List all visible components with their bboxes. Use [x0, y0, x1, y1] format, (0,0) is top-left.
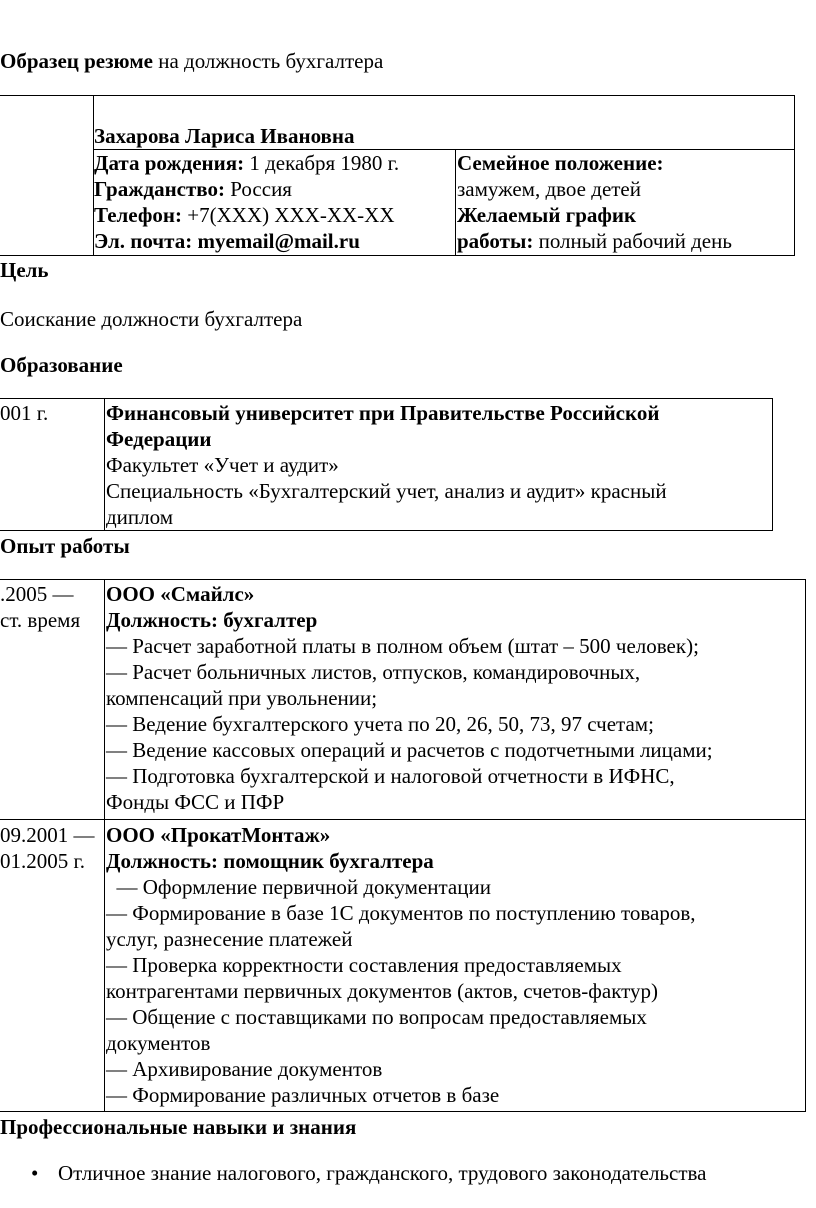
- family-value: замужем, двое детей: [457, 177, 641, 201]
- job-2-period: [0, 822, 95, 874]
- schedule-label-line-2: работы:: [457, 229, 534, 253]
- job-2-position: Должность: помощник бухгалтера: [106, 849, 434, 873]
- family-label: Семейное положение:: [457, 151, 664, 175]
- goal-text: Соискание должности бухгалтера: [0, 307, 303, 331]
- job-1-details: [106, 581, 713, 815]
- job-duty-line: компенсаций при увольнении;: [106, 686, 378, 710]
- job-1-period: [0, 581, 80, 633]
- document-title-rest: на должность бухгалтера: [152, 49, 384, 73]
- job-duty-line: — Общение с поставщиками по вопросам предоставляемых: [106, 1005, 647, 1029]
- job-duty-line: — Расчет заработной платы в полном объем (штат – 500 человек);: [106, 634, 699, 658]
- experience-heading: Опыт работы: [0, 534, 130, 558]
- birth-label: Дата рождения:: [94, 151, 245, 175]
- job-duty-line: — Архивирование документов: [106, 1057, 383, 1081]
- job-2-period-start: 09.2001 —: [0, 823, 95, 847]
- education-heading: Образование: [0, 353, 123, 377]
- bullet-icon: •: [31, 1161, 39, 1185]
- phone-value: +7(XXX) XXX-XX-XX: [182, 203, 395, 227]
- education-line: Федерации: [106, 427, 212, 451]
- job-2-company: ООО «ПрокатМонтаж»: [106, 823, 331, 847]
- job-duty-line: — Ведение бухгалтерского учета по 20, 26, 50, 73, 97 счетам;: [106, 712, 654, 736]
- personal-info-cell: [94, 150, 399, 254]
- education-line: Финансовый университет при Правительстве Российской: [106, 401, 660, 425]
- job-1-position: Должность: бухгалтер: [106, 608, 318, 632]
- job-duty-line: услуг, разнесение платежей: [106, 927, 353, 951]
- education-details: [106, 400, 667, 530]
- document-title: [0, 48, 383, 74]
- goal-heading: Цель: [0, 258, 49, 282]
- job-duty-line: — Подготовка бухгалтерской и налоговой отчетности в ИФНС,: [106, 764, 675, 788]
- document-title-bold: Образец резюме: [0, 49, 153, 73]
- job-1-period-start: .2005 —: [0, 582, 74, 606]
- job-duty-line: — Расчет больничных листов, отпусков, командировочных,: [106, 660, 641, 684]
- skills-heading: Профессиональные навыки и знания: [0, 1115, 357, 1139]
- citizenship-label: Гражданство:: [94, 177, 225, 201]
- schedule-value: полный рабочий день: [533, 229, 732, 253]
- phone-label: Телефон:: [94, 203, 183, 227]
- job-1-company: ООО «Смайлс»: [106, 582, 255, 606]
- skill-text: Отличное знание налогового, гражданского, трудового законодательства: [58, 1161, 707, 1185]
- candidate-name: Захарова Лариса Ивановна: [94, 124, 355, 148]
- citizenship-value: Россия: [225, 177, 292, 201]
- job-1-period-end: ст. время: [0, 608, 81, 632]
- education-line: Специальность «Бухгалтерский учет, анализ и аудит» красный: [106, 479, 667, 503]
- job-duty-line: документов: [106, 1031, 211, 1055]
- job-2-period-end: 01.2005 г.: [0, 849, 85, 873]
- job-duty-line: — Проверка корректности составления предоставляемых: [106, 953, 622, 977]
- birth-value: 1 декабря 1980 г.: [244, 151, 400, 175]
- schedule-label-line-1: Желаемый график: [457, 203, 637, 227]
- job-duty-line: — Формирование в базе 1С документов по поступлению товаров,: [106, 901, 696, 925]
- family-info-cell: [457, 150, 732, 254]
- education-line: диплом: [106, 505, 174, 529]
- job-duty-line: — Ведение кассовых операций и расчетов с подотчетными лицами;: [106, 738, 713, 762]
- education-period: 001 г.: [0, 401, 49, 425]
- job-duty-line: Фонды ФСС и ПФР: [106, 790, 285, 814]
- job-2-details: [106, 822, 696, 1108]
- education-line: Факультет «Учет и аудит»: [106, 453, 339, 477]
- email[interactable]: Эл. почта: myemail@mail.ru: [94, 229, 360, 253]
- job-duty-line: — Оформление первичной документации: [106, 875, 491, 899]
- job-duty-line: контрагентами первичных документов (актов, счетов-фактур): [106, 979, 659, 1003]
- job-duty-line: — Формирование различных отчетов в базе: [106, 1083, 500, 1107]
